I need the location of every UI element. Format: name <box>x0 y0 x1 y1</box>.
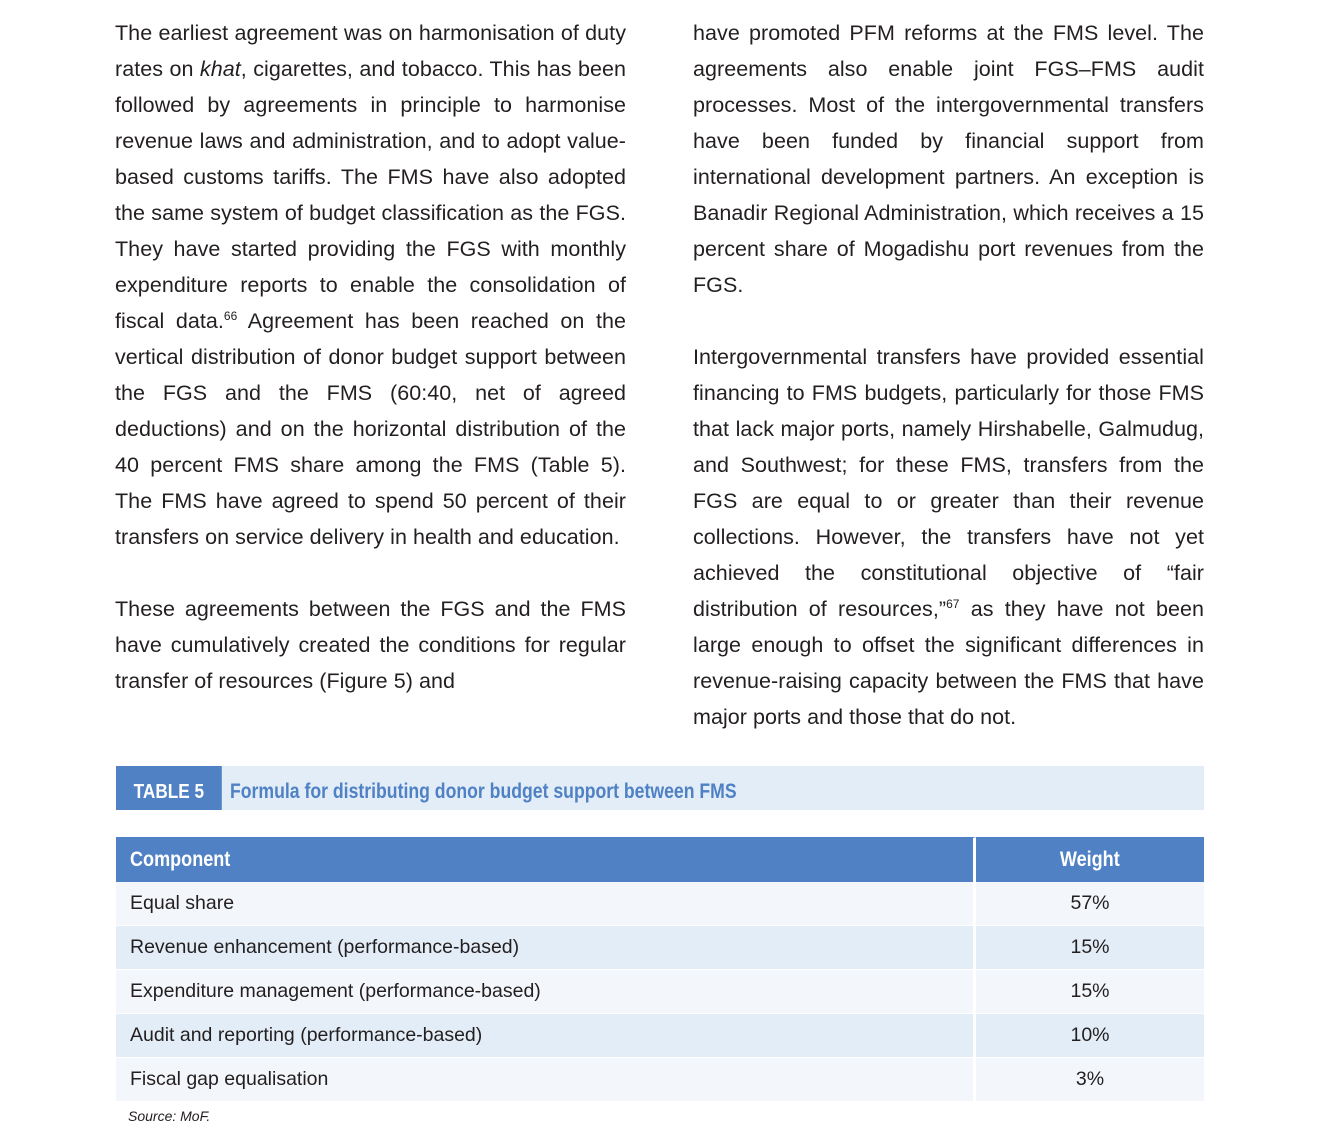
table-source-note: Source: MoF. <box>128 1108 211 1124</box>
table-row <box>116 882 1204 926</box>
table-row <box>116 926 1204 970</box>
table-row <box>116 970 1204 1014</box>
component-cell: Equal share <box>116 882 976 926</box>
right-column <box>693 15 1204 735</box>
component-cell: Audit and reporting (performance-based) <box>116 1014 976 1058</box>
paragraph-text: Agreement has been reached on the vertical distribution of donor budget support between the FGS and the FMS (60:40, net of agreed deductions) and on the horizontal distribution of the 40 percent FMS share among the FMS (Table 5). The FMS have agreed to spend 50 percent of their transfers on service delivery in health and education. <box>115 309 626 549</box>
column-header-label: Weight <box>1060 848 1120 871</box>
table-number-tag: TABLE 5 <box>116 766 222 810</box>
footnote-ref[interactable]: 66 <box>223 309 238 323</box>
table-title: Formula for distributing donor budget support between FMS <box>230 780 737 803</box>
left-column <box>115 15 626 699</box>
body-paragraph <box>115 15 626 555</box>
column-header-component <box>116 837 976 882</box>
table-header-row <box>116 837 1204 882</box>
table-row <box>116 1058 1204 1102</box>
italic-term: khat <box>199 57 241 81</box>
component-cell: Revenue enhancement (performance-based) <box>116 926 976 970</box>
body-paragraph: have promoted PFM reforms at the FMS level. The agreements also enable joint FGS–FMS audit processes. Most of the intergovernmental transfers have been funded by financial support from international development partners. An exception is Banadir Regional Administration, which receives a 15 percent share of Mogadishu port revenues from the FGS. <box>693 21 1204 297</box>
body-paragraph: These agreements between the FGS and the FMS have cumulatively created the conditions for regular transfer of resources (Figure 5) and <box>115 597 626 693</box>
column-header-label: Component <box>130 848 231 871</box>
distribution-table <box>116 837 1204 1102</box>
weight-cell: 15% <box>976 926 1204 970</box>
table-caption-banner <box>116 766 1204 810</box>
weight-cell: 57% <box>976 882 1204 926</box>
component-cell: Expenditure management (performance-based) <box>116 970 976 1014</box>
paragraph-text: Intergovernmental transfers have provided essential financing to FMS budgets, particularly for those FMS that lack major ports, namely Hirshabelle, Galmudug, and Southwest; for these FMS, transfers from the FGS are equal to or greater than their revenue collections. However, the transfers have not yet achieved the constitutional objective of “fair distribution of resources,” <box>693 345 1204 621</box>
footnote-ref[interactable]: 67 <box>946 597 960 611</box>
weight-cell: 15% <box>976 970 1204 1014</box>
weight-cell: 10% <box>976 1014 1204 1058</box>
paragraph-text: The earliest agreement was on harmonisation of duty rates on <box>115 21 626 81</box>
body-paragraph <box>693 339 1204 735</box>
table-row <box>116 1014 1204 1058</box>
paragraph-text: , cigarettes, and tobacco. This has been followed by agreements in principle to harmonise revenue laws and administration, and to adopt value-based customs tariffs. The FMS have also adopted the same system of budget classification as the FGS. They have started providing the FGS with monthly expenditure reports to enable the consolidation of fiscal data. <box>115 57 626 333</box>
weight-cell: 3% <box>976 1058 1204 1102</box>
paragraph-text: as they have not been large enough to offset the significant differences in revenue-raising capacity between the FMS that have major ports and those that do not. <box>693 597 1204 729</box>
column-header-weight <box>976 837 1204 882</box>
component-cell: Fiscal gap equalisation <box>116 1058 976 1102</box>
